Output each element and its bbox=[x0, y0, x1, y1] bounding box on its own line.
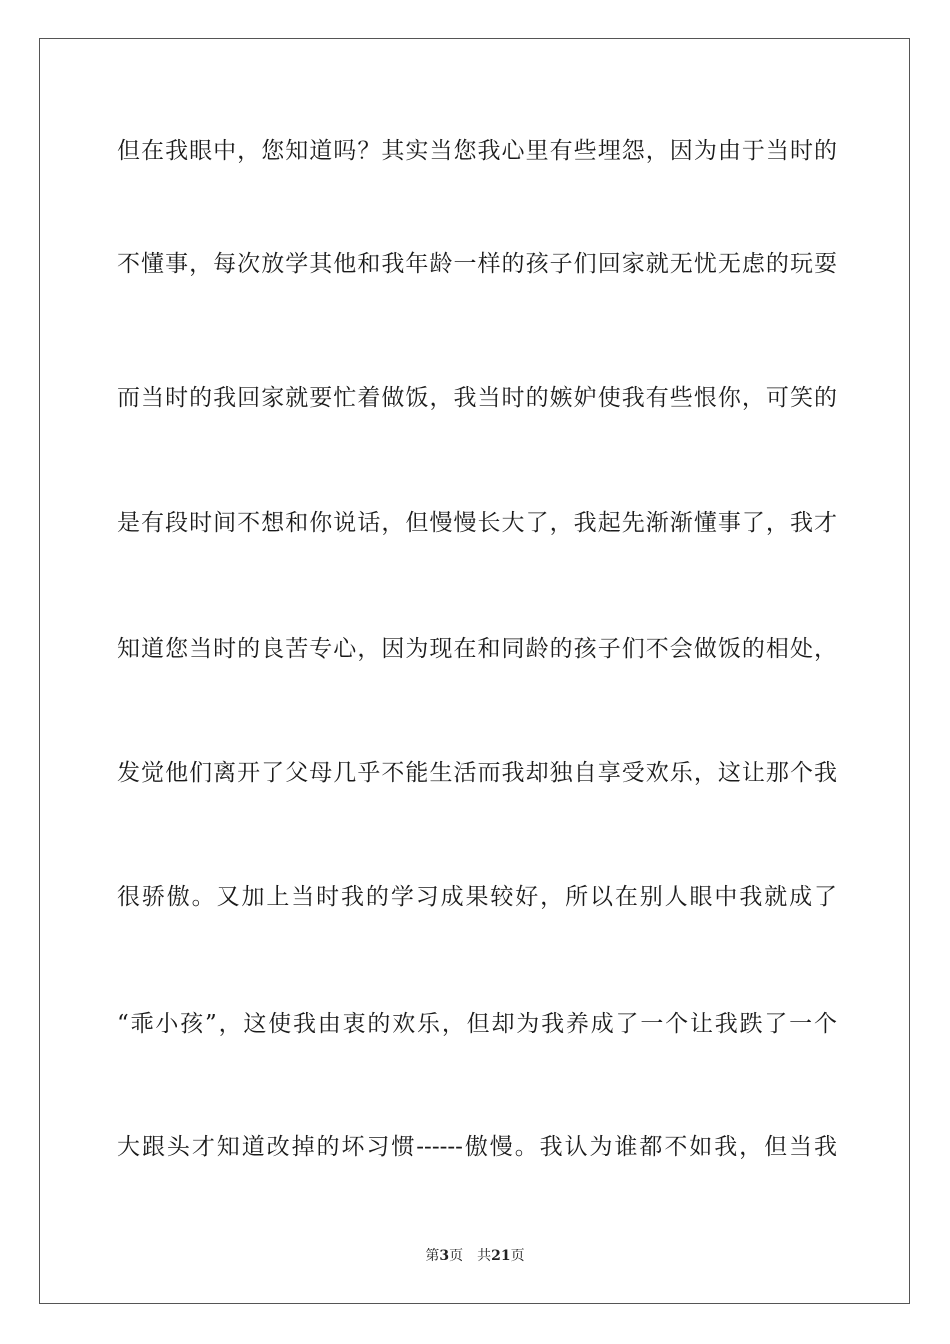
page-number: 3 bbox=[439, 1248, 450, 1264]
total-suffix: 页 bbox=[510, 1248, 525, 1264]
text-line-9: 大跟头才知道改掉的坏习惯------傲慢。我认为谁都不如我，但当我 bbox=[117, 1134, 837, 1160]
page-border bbox=[39, 38, 910, 1304]
text-line-2: 不懂事，每次放学其他和我年龄一样的孩子们回家就无忧无虑的玩耍 bbox=[117, 251, 837, 277]
text-line-3: 而当时的我回家就要忙着做饭，我当时的嫉妒使我有些恨你，可笑的 bbox=[117, 385, 837, 411]
page-footer bbox=[0, 1246, 950, 1266]
text-line-4: 是有段时间不想和你说话，但慢慢长大了，我起先渐渐懂事了，我才 bbox=[117, 510, 837, 536]
text-line-6: 发觉他们离开了父母几乎不能生活而我却独自享受欢乐，这让那个我 bbox=[117, 760, 837, 786]
page-prefix: 第 bbox=[425, 1248, 440, 1264]
page-suffix: 页 bbox=[449, 1248, 464, 1264]
text-line-8: “乖小孩”，这使我由衷的欢乐，但却为我养成了一个让我跌了一个 bbox=[117, 1011, 837, 1037]
text-line-5: 知道您当时的良苦专心，因为现在和同龄的孩子们不会做饭的相处， bbox=[117, 636, 837, 662]
total-prefix: 共 bbox=[477, 1248, 492, 1264]
text-line-7: 很骄傲。又加上当时我的学习成果较好，所以在别人眼中我就成了 bbox=[117, 884, 837, 910]
total-pages: 21 bbox=[491, 1248, 511, 1264]
text-line-1: 但在我眼中，您知道吗？其实当您我心里有些埋怨，因为由于当时的 bbox=[117, 138, 837, 164]
